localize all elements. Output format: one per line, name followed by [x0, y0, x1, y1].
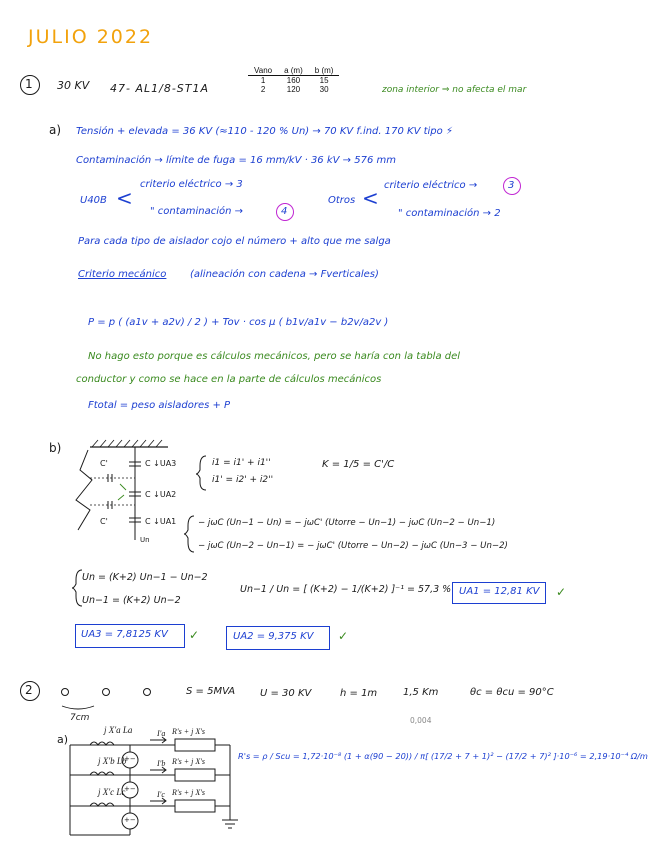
impedance-c-label: R's + j X's [172, 788, 206, 797]
ua2-result: UA2 = 9,375 KV [233, 631, 314, 642]
system-eq-2: Un−1 = (K+2) Un−2 [82, 595, 181, 606]
note-line-2: conductor y como se hace en la parte de cálculos mecánicos [76, 374, 382, 385]
u40b-brace: < [116, 186, 133, 210]
svg-text:Un: Un [140, 536, 150, 544]
table-cell: 1 [260, 76, 266, 85]
svg-text:C ↓UA2: C ↓UA2 [145, 490, 177, 499]
para-cada-line: Para cada tipo de aislador cojo el número + alto que me salga [78, 236, 391, 247]
problem-1-voltage: 30 KV [57, 79, 90, 92]
table-cell: 120 [286, 85, 301, 94]
ua3-check: ✓ [189, 628, 200, 642]
current-a-label: I'a [157, 729, 166, 738]
current-eq-1: i1 = i1' + i1'' [212, 458, 271, 468]
problem-2-number: 2 [25, 683, 33, 697]
otros-contaminacion: " contaminación → 2 [398, 208, 501, 219]
spacing-label: 7cm [70, 713, 90, 723]
rs-formula: R's = ρ / Scu = 1,72·10⁻⁸ (1 + α(90 − 20)) / π[ (17/2 + 7 + 1)² − (17/2 + 7)² ]·10⁻⁶ = 2,19·10⁻⁴ Ω/m [238, 751, 648, 761]
inductance-b-label: j X'b Lb [98, 756, 127, 766]
length-value: 1,5 Km [403, 687, 439, 698]
otros-electrico: criterio eléctrico → [384, 180, 478, 191]
voltage-value: U = 30 KV [260, 688, 312, 699]
table-cell: 30 [319, 85, 329, 94]
section-a-label: a) [49, 123, 62, 137]
ua1-result: UA1 = 12,81 KV [459, 586, 540, 597]
u40b-label: U40B [80, 195, 107, 206]
system-eq-1: Un = (K+2) Un−1 − Un−2 [82, 572, 208, 583]
u40b-electrico: criterio eléctrico → 3 [140, 179, 243, 190]
section-2a-label: a) [57, 733, 69, 746]
section-b-label: b) [49, 441, 62, 455]
source-b-sign: +− [124, 785, 136, 793]
zona-note: zona interior ⇒ no afecta el mar [382, 85, 527, 95]
inductance-a-label: j X'a La [104, 725, 133, 735]
node-eq-2: − jωC (Un−2 − Un−1) = − jωC' (Utorre − Un−2) − jωC (Un−3 − Un−2) [198, 541, 508, 551]
svg-text:C ↓UA1: C ↓UA1 [145, 517, 177, 526]
source-c-sign: +− [124, 816, 136, 824]
u40b-contaminacion: " contaminación → [150, 206, 244, 217]
problem-1-conductor: 47- AL1/8-ST1A [110, 82, 210, 95]
impedance-a-label: R's + j X's [172, 727, 206, 736]
vano-header-a: a (m) [278, 66, 309, 76]
otros-label: Otros [328, 195, 356, 206]
otros-brace: < [362, 186, 379, 210]
inductance-c-label: j X'c Lc [98, 787, 126, 797]
vano-header-b: b (m) [309, 66, 340, 76]
criterio-mecanico: Criterio mecánico [78, 269, 167, 280]
criterio-mecanico-rest: (alineación con cadena → Fverticales) [190, 269, 379, 280]
svg-text:C': C' [100, 517, 108, 526]
vano-header-vano: Vano [248, 66, 278, 76]
current-b-label: I'b [157, 759, 166, 768]
ua1-check: ✓ [556, 585, 567, 599]
problem-1-number: 1 [25, 77, 33, 91]
ratio-equation: Un−1 / Un = [ (K+2) − 1/(K+2) ]⁻¹ = 57,3 % [240, 584, 452, 595]
note-line-1: No hago esto porque es cálculos mecánicos, pero se haría con la tabla del [88, 351, 461, 362]
depth-value: h = 1m [340, 688, 378, 699]
table-cell: 160 [286, 76, 301, 85]
svg-text:C ↓UA3: C ↓UA3 [145, 459, 177, 468]
table-cell: 2 [260, 85, 266, 94]
impedance-b-label: R's + j X's [172, 757, 206, 766]
k-equation: K = 1/5 = C'/C [322, 459, 395, 470]
svg-text:C': C' [100, 459, 108, 468]
ua2-check: ✓ [338, 629, 349, 643]
alpha-note: 0,004 [410, 716, 432, 725]
contaminacion-line: Contaminación → límite de fuga = 16 mm/kV · 36 kV → 576 mm [76, 155, 396, 166]
formula-p: P = p ( (a1v + a2v) / 2 ) + Tov · cos μ ( b1v/a1v − b2v/a2v ) [88, 317, 389, 328]
table-cell: 15 [319, 76, 329, 85]
power-value: S = 5MVA [186, 686, 236, 697]
node-eq-1: − jωC (Un−1 − Un) = − jωC' (Utorre − Un−1) − jωC (Un−2 − Un−1) [198, 518, 496, 528]
current-c-label: I'c [157, 790, 165, 799]
u40b-contaminacion-value: 4 [281, 206, 288, 217]
page-title: JULIO 2022 [28, 26, 154, 48]
ftotal-line: Ftotal = peso aisladores + P [88, 400, 231, 411]
ua3-result: UA3 = 7,8125 KV [81, 629, 168, 640]
current-eq-2: i1' = i2' + i2'' [212, 475, 274, 485]
source-a-sign: +− [124, 755, 136, 763]
tension-line: Tensión + elevada = 36 KV (≈110 - 120 % Un) → 70 KV f.ind. 170 KV tipo ⚡ [76, 126, 453, 137]
otros-electrico-value: 3 [508, 180, 515, 191]
temperature-value: θc = θcu = 90°C [470, 687, 554, 698]
